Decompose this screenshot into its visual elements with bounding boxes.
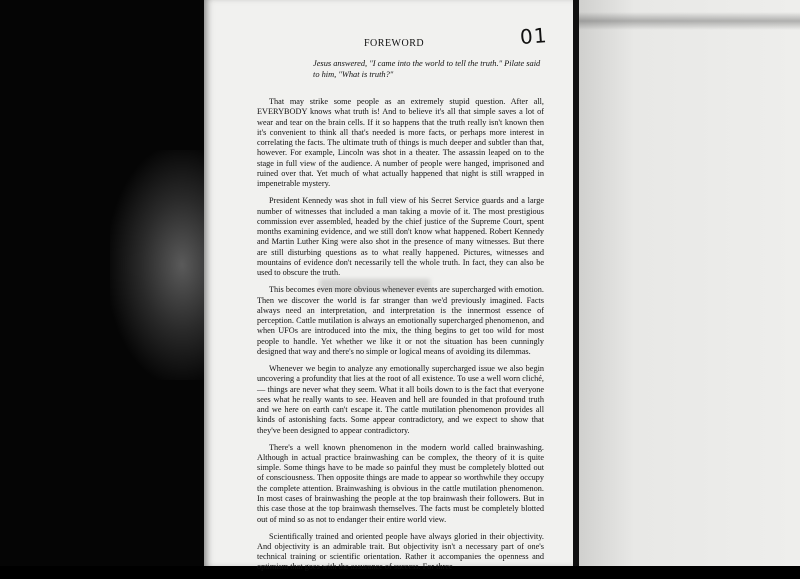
paragraph: This becomes even more obvious whenever events are supercharged with emotion. Then we discover the world is far stranger than we'd previously imagined. Facts always need an interpretation, and interpretation is the innermost essence of perception. Cattle mutilation is always an emotionally supercharged phenomenon, and when UFOs are introduced into the mix, the thing begins to get too wild for most people to handle. Yet whether we like it or not the situation has been cunningly designed that way and there's no simple or logical means of avoiding its dilemmas. <box>257 285 544 357</box>
facing-page <box>579 0 800 566</box>
scan-smudge <box>320 279 430 291</box>
page-title: FOREWORD <box>364 38 425 49</box>
paragraph: Whenever we begin to analyze any emotionally supercharged issue we also begin uncovering a profundity that lies at the root of all existence. To use a well worn cliché, — things are never what they seem. What it all boils down to is the fact that everyone sees what he really wants to see. Heaven and hell are founded in that profound truth and we here on earth can't escape it. The cattle mutilation phenomenon provides all kinds of astonishing facts. Some appear contradictory, and we expect to show that they've been designed to appear contradictory. <box>257 363 544 435</box>
handwritten-page-number: 01 <box>519 23 549 49</box>
paragraph: President Kennedy was shot in full view of his Secret Service guards and a large number of witnesses that included a man taking a movie of it. The most prestigious commission ever assembled, headed by the chief justice of the Supreme Court, spent months examining evidence, and we still don't know what happened. Robert Kennedy and Martin Luther King were also shot in the presence of many witnesses. But there are still disturbing questions as to what really happened. Pictures, witnesses and mountains of evidence don't necessarily tell the whole truth. In fact, they can also be used to obscure the truth. <box>257 196 544 278</box>
epigraph-quote: Jesus answered, "I came into the world to tell the truth." Pilate said to him, "What is truth?" <box>313 59 541 79</box>
paragraph: Scientifically trained and oriented people have always gloried in their objectivity. And objectivity is an admirable trait. But objectivity isn't a necessary part of one's technical training or scientific orientation. Rather it accompanies the openness and optimism that goes with the assurance of success. For three <box>257 531 544 572</box>
facing-page-edge <box>579 12 800 30</box>
paragraph: There's a well known phenomenon in the modern world called brainwashing. Although in actual practice brainwashing can be complex, the theory of it is quite simple. Some things have to be made so painful they must be completely blotted out of consciousness. Then opposite things are made to appear so worthwhile they occupy the complete attention. Brainwashing is obvious in the cattle mutilation phenomenon. In most cases of brainwashing the people at the top brainwash their followers. But in this case those at the top brainwash themselves. The facts must be completely blotted out of mind so as not to endanger their entire world view. <box>257 442 544 524</box>
body-text <box>257 97 544 579</box>
paragraph: That may strike some people as an extremely stupid question. After all, EVERYBODY knows what truth is! And to believe it's all that simple saves a lot of wear and tear on the brain cells. If it so happens that the truth really isn't known then it's convenient to think all that's needed is more facts, or perhaps more interest in correlating the facts. The ultimate truth of things is much deeper and subtler than that, however. For example, Lincoln was shot in a theater. The assassin leaped on to the stage in full view of the audience. A number of people were hanged, imprisoned and ruined over that. Yet much of what actually happened that night is still wrapped in impenetrable mystery. <box>257 97 544 189</box>
